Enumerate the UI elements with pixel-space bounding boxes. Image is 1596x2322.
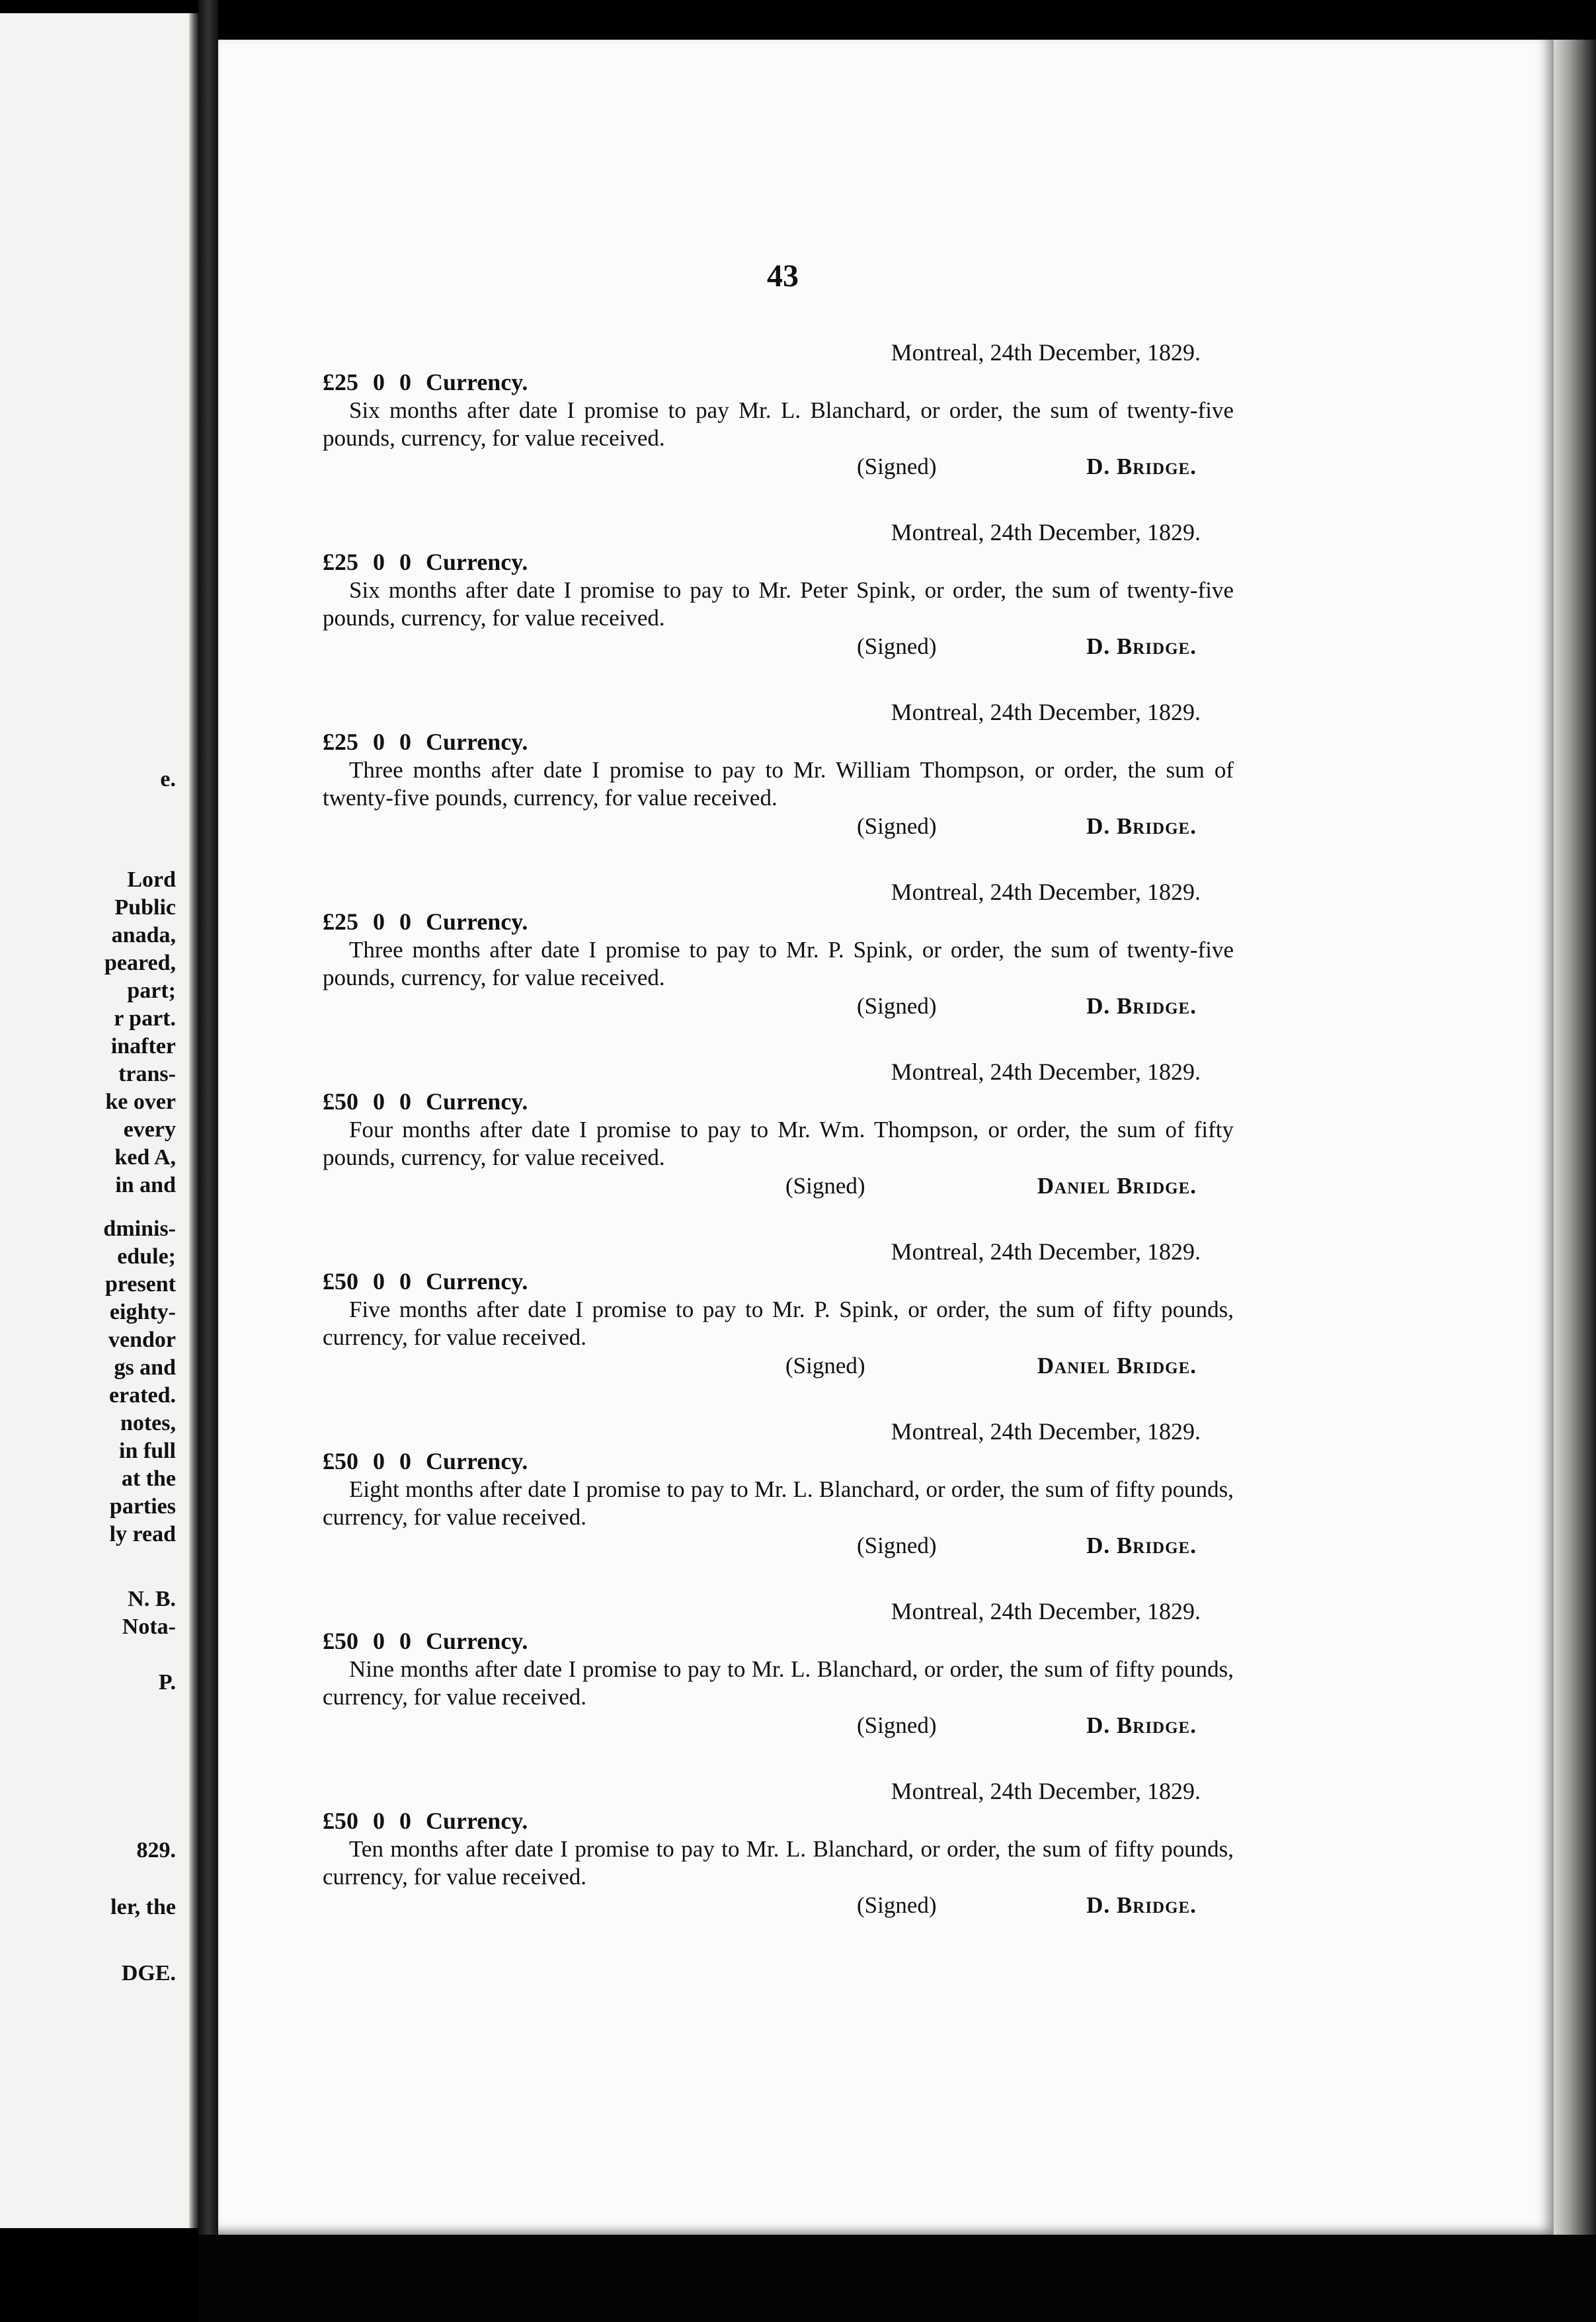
amount-label: Currency. <box>426 1088 528 1115</box>
note-dateline: Montreal, 24th December, 1829. <box>891 879 1201 905</box>
amount-label: Currency. <box>426 369 528 395</box>
note-dateline: Montreal, 24th December, 1829. <box>891 1778 1201 1804</box>
note-dateline: Montreal, 24th December, 1829. <box>891 339 1201 366</box>
note-dateline: Montreal, 24th December, 1829. <box>891 1238 1201 1265</box>
signer-name: Daniel Bridge. <box>1037 1353 1197 1379</box>
signed-label: (Signed) <box>857 1892 937 1918</box>
signature-line <box>323 1711 1234 1740</box>
signed-label: (Signed) <box>857 993 937 1019</box>
promissory-note <box>323 877 1234 1021</box>
note-body: Three months after date I promise to pay to Mr. William Thompson, or order, the sum of twenty-five pounds, currency, for value received. <box>323 757 1234 811</box>
previous-page-fragment: Nota- <box>122 1615 176 1639</box>
note-amount <box>323 1267 1234 1296</box>
previous-page-fragment: DGE. <box>121 1961 176 1985</box>
note-body: Five months after date I promise to pay to Mr. P. Spink, or order, the sum of fifty pounds, currency, for value received. <box>323 1297 1234 1350</box>
signer-name: D. Bridge. <box>1086 1892 1197 1918</box>
previous-page-fragment: erated. <box>108 1383 176 1408</box>
promissory-note <box>323 697 1234 841</box>
signed-label: (Signed) <box>785 1353 865 1379</box>
promissory-note <box>323 1236 1234 1381</box>
signature-line <box>323 992 1234 1021</box>
note-amount <box>323 727 1234 756</box>
amount-label: Currency. <box>426 549 528 575</box>
signature-line <box>323 1891 1234 1920</box>
signature-line <box>323 812 1234 841</box>
note-amount <box>323 1806 1234 1835</box>
note-amount <box>323 1447 1234 1476</box>
note-dateline: Montreal, 24th December, 1829. <box>891 1059 1201 1085</box>
amount-pounds: £25 <box>323 549 358 575</box>
promissory-note <box>323 1416 1234 1560</box>
amount-shillings: 0 <box>373 1808 385 1834</box>
note-dateline: Montreal, 24th December, 1829. <box>891 1418 1201 1445</box>
previous-page-fragment: present <box>104 1272 176 1297</box>
signature-line <box>323 452 1234 481</box>
previous-page-fragment: 829. <box>136 1838 176 1862</box>
note-dateline: Montreal, 24th December, 1829. <box>891 1598 1201 1624</box>
amount-pence: 0 <box>399 1088 411 1115</box>
amount-pounds: £50 <box>323 1268 358 1295</box>
signer-name: D. Bridge. <box>1086 993 1197 1019</box>
amount-label: Currency. <box>426 1628 528 1654</box>
amount-pence: 0 <box>399 549 411 575</box>
previous-page-fragment: vendor <box>108 1328 176 1352</box>
signer-name: D. Bridge. <box>1086 1712 1197 1738</box>
note-body: Six months after date I promise to pay Mr. L. Blanchard, or order, the sum of twenty-five pounds, currency, for value received. <box>323 397 1234 451</box>
amount-pence: 0 <box>399 1808 411 1834</box>
signed-label: (Signed) <box>857 1533 937 1558</box>
note-dateline: Montreal, 24th December, 1829. <box>891 519 1201 545</box>
previous-page-fragment: notes, <box>120 1411 176 1435</box>
amount-pounds: £50 <box>323 1628 358 1654</box>
previous-page-fragment: e. <box>160 767 176 791</box>
amount-pounds: £50 <box>323 1448 358 1474</box>
note-body: Ten months after date I promise to pay to Mr. L. Blanchard, or order, the sum of fifty pounds, currency, for value received. <box>323 1836 1234 1890</box>
previous-page-fragment: Public <box>114 895 176 920</box>
amount-label: Currency. <box>426 1448 528 1474</box>
amount-pence: 0 <box>399 908 411 935</box>
previous-page-fragment: eighty- <box>109 1300 176 1324</box>
previous-page-fragment: ke over <box>105 1090 176 1114</box>
signer-name: D. Bridge. <box>1086 454 1197 479</box>
amount-label: Currency. <box>426 908 528 935</box>
promissory-note <box>323 1596 1234 1740</box>
previous-page-fragment: anada, <box>111 923 176 947</box>
amount-shillings: 0 <box>373 908 385 935</box>
book-gutter <box>198 0 218 2322</box>
previous-page-fragment: edule; <box>117 1244 176 1269</box>
note-amount <box>323 907 1234 936</box>
amount-label: Currency. <box>426 1808 528 1834</box>
amount-shillings: 0 <box>373 1088 385 1115</box>
amount-shillings: 0 <box>373 549 385 575</box>
previous-page-fragment: dminis- <box>103 1217 176 1241</box>
signer-name: D. Bridge. <box>1086 633 1197 659</box>
amount-pence: 0 <box>399 729 411 755</box>
signed-label: (Signed) <box>785 1173 865 1199</box>
signed-label: (Signed) <box>857 454 937 479</box>
amount-shillings: 0 <box>373 369 385 395</box>
previous-page-fragment: gs and <box>114 1355 176 1380</box>
previous-page-fragment: parties <box>109 1494 176 1519</box>
signer-name: D. Bridge. <box>1086 1533 1197 1558</box>
amount-shillings: 0 <box>373 1448 385 1474</box>
previous-page-fragment: P. <box>158 1670 176 1695</box>
amount-pounds: £25 <box>323 908 358 935</box>
note-body: Six months after date I promise to pay to Mr. Peter Spink, or order, the sum of twenty-five pounds, currency, for value received. <box>323 577 1234 631</box>
note-body: Four months after date I promise to pay to Mr. Wm. Thompson, or order, the sum of fifty pounds, currency, for value received. <box>323 1117 1234 1170</box>
previous-page-fragment: part; <box>127 979 176 1003</box>
note-amount <box>323 1626 1234 1656</box>
previous-page-fragment: Lord <box>127 867 176 892</box>
previous-page-fragment: r part. <box>114 1006 176 1031</box>
note-dateline: Montreal, 24th December, 1829. <box>891 699 1201 725</box>
note-amount <box>323 368 1234 397</box>
previous-page-fragment: peared, <box>104 951 176 975</box>
amount-pence: 0 <box>399 369 411 395</box>
previous-page-fragment: every <box>123 1117 176 1142</box>
signed-label: (Signed) <box>857 813 937 839</box>
promissory-note <box>323 517 1234 661</box>
note-amount <box>323 547 1234 577</box>
amount-pounds: £50 <box>323 1088 358 1115</box>
note-body: Eight months after date I promise to pay to Mr. L. Blanchard, or order, the sum of fifty pounds, currency, for value received. <box>323 1476 1234 1530</box>
amount-label: Currency. <box>426 729 528 755</box>
previous-page-fragment: ly read <box>109 1522 176 1546</box>
signature-line <box>323 1172 1234 1201</box>
page-fold <box>189 13 198 2228</box>
amount-pence: 0 <box>399 1268 411 1295</box>
signer-name: D. Bridge. <box>1086 813 1197 839</box>
previous-page-fragment: trans- <box>118 1062 176 1086</box>
amount-pounds: £25 <box>323 729 358 755</box>
signed-label: (Signed) <box>857 633 937 659</box>
promissory-note <box>323 1776 1234 1920</box>
page-right-edge <box>1554 40 1596 2274</box>
signed-label: (Signed) <box>857 1712 937 1738</box>
previous-page-fragment: ler, the <box>110 1895 176 1919</box>
previous-page-fragment: ked A, <box>114 1145 176 1170</box>
signer-name: Daniel Bridge. <box>1037 1173 1197 1199</box>
signature-line <box>323 1531 1234 1560</box>
amount-shillings: 0 <box>373 1268 385 1295</box>
page-number: 43 <box>767 259 799 294</box>
note-amount <box>323 1087 1234 1116</box>
previous-page-fragment: inafter <box>110 1034 176 1059</box>
amount-shillings: 0 <box>373 1628 385 1654</box>
amount-shillings: 0 <box>373 729 385 755</box>
promissory-note <box>323 1057 1234 1201</box>
previous-page-fragment: at the <box>121 1466 176 1491</box>
note-body: Nine months after date I promise to pay to Mr. L. Blanchard, or order, the sum of fifty pounds, currency, for value received. <box>323 1656 1234 1710</box>
amount-pounds: £25 <box>323 369 358 395</box>
previous-page-fragment: in full <box>119 1439 176 1463</box>
page-bottom-edge <box>198 2235 1596 2322</box>
previous-page-fragment: in and <box>115 1173 176 1197</box>
amount-label: Currency. <box>426 1268 528 1295</box>
previous-page-fragment: N. B. <box>128 1587 176 1611</box>
previous-page-strip <box>0 13 198 2228</box>
amount-pence: 0 <box>399 1628 411 1654</box>
signature-line <box>323 632 1234 661</box>
amount-pence: 0 <box>399 1448 411 1474</box>
amount-pounds: £50 <box>323 1808 358 1834</box>
signature-line <box>323 1351 1234 1381</box>
promissory-note <box>323 337 1234 481</box>
note-body: Three months after date I promise to pay to Mr. P. Spink, or order, the sum of twenty-five pounds, currency, for value received. <box>323 937 1234 990</box>
